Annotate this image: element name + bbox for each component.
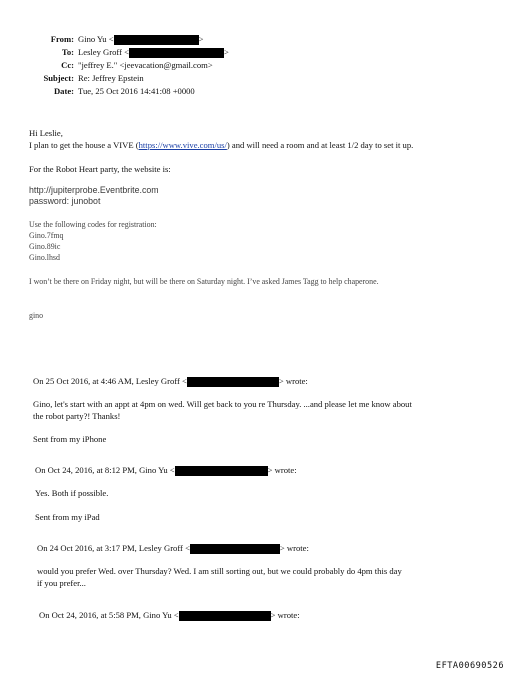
date-label: Date: [53,86,74,96]
code-item: Gino.89ic [29,242,61,251]
robot-heart-line: For the Robot Heart party, the website is: [29,164,171,174]
quote-4-header: On Oct 24, 2016, at 5:58 PM, Gino Yu < > wrote: [39,610,300,620]
signoff: gino [29,311,44,320]
redaction-bar [190,544,280,554]
quote-1-line-1: Gino, let's start with an appt at 4pm on wed. Will get back to you re Thursday. ...and please let me know about [33,399,412,409]
redaction-bar [187,377,279,387]
redaction-bar [175,466,268,476]
quote-1-header: On 25 Oct 2016, at 4:46 AM, Lesley Groff < > wrote: [33,376,308,386]
codes-intro: Use the following codes for registration: [29,220,157,229]
redaction-bar [114,35,199,45]
eventbrite-link[interactable]: http://jupiterprobe.Eventbrite.com [29,185,159,195]
redaction-bar [129,48,224,58]
quote-1-signature: Sent from my iPhone [33,434,107,444]
quote-2-header: On Oct 24, 2016, at 8:12 PM, Gino Yu < > wrote: [35,465,297,475]
quote-1-line-2: the robot party?! Thanks! [33,411,121,421]
friday-line: I won’t be there on Friday night, but will be there on Saturday night. I’ve asked James Tagg to help chaperone. [29,277,379,286]
subject-label: Subject: [43,73,74,83]
cc-value: "jeffrey E." <jeevacation@gmail.com> [78,60,213,70]
subject-value: Re: Jeffrey Epstein [78,73,144,83]
to-label: To: [61,47,74,57]
date-value: Tue, 25 Oct 2016 14:41:08 +0000 [78,86,195,96]
body-line-vive: I plan to get the house a VIVE (https://www.vive.com/us/) and will need a room and at least 1/2 day to set it up. [29,140,414,150]
quote-2-line-1: Yes. Both if possible. [35,488,109,498]
quote-3-line-2: if you prefer... [37,578,86,588]
greeting: Hi Leslie, [29,128,63,138]
quote-3-line-1: would you prefer Wed. over Thursday? Wed. I am still sorting out, but we could probably do 4pm this day [37,566,402,576]
cc-label: Cc: [61,60,74,70]
document-id: EFTA00690526 [435,661,504,671]
from-label: From: [50,34,74,44]
redaction-bar [179,611,271,621]
password-line: password: junobot [29,196,101,206]
code-item: Gino.7fmq [29,231,64,240]
code-item: Gino.lhsd [29,253,60,262]
from-value: Gino Yu < > [78,34,204,44]
to-value: Lesley Groff < > [78,47,229,57]
quote-2-signature: Sent from my iPad [35,512,100,522]
vive-link[interactable]: https://www.vive.com/us/ [138,140,227,150]
quote-3-header: On 24 Oct 2016, at 3:17 PM, Lesley Groff < > wrote: [37,543,309,553]
